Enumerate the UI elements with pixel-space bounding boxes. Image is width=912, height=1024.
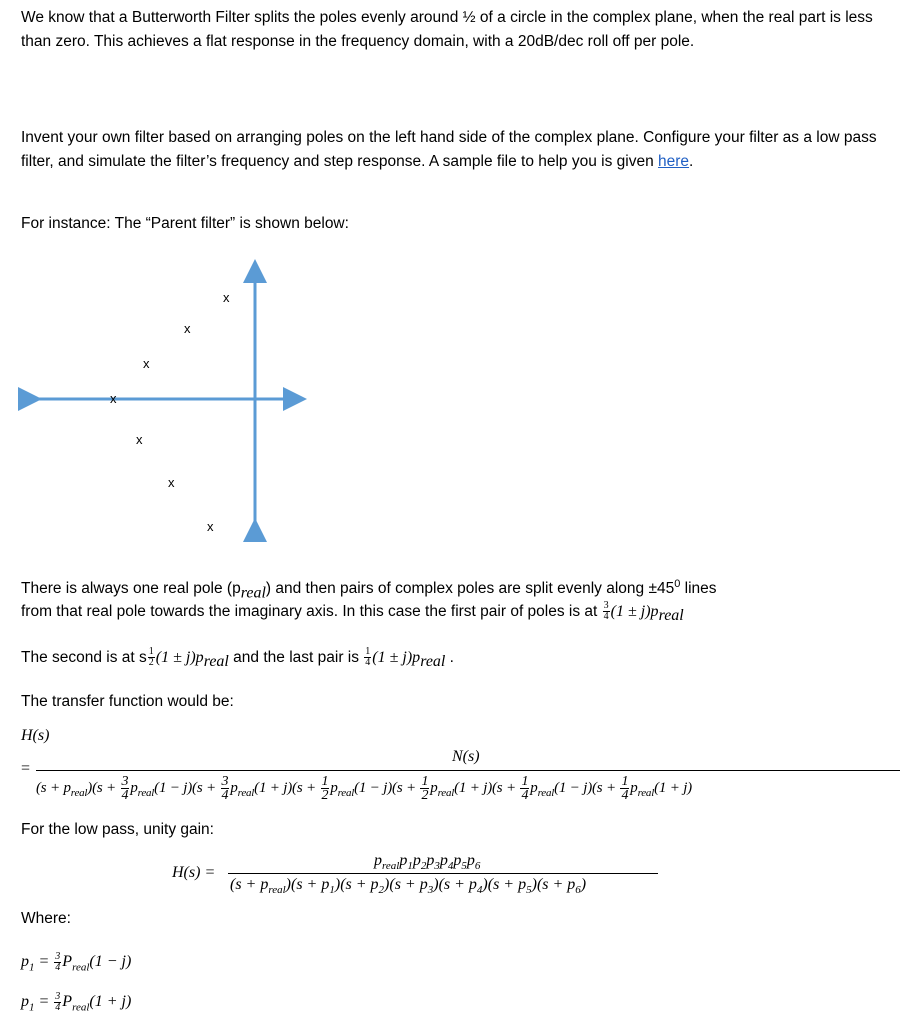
transfer-hs: H(s) <box>21 727 50 744</box>
explain-text: The second is at s <box>21 649 147 666</box>
lowpass-lhs: H(s) = <box>172 864 216 881</box>
lowpass-label: For the low pass, unity gain: <box>21 821 214 838</box>
lowpass-fraction-bar <box>228 873 658 874</box>
task-paragraph <box>21 126 891 174</box>
degree-superscript: 0 <box>674 578 681 590</box>
pole-marker: x <box>110 391 117 406</box>
real-subscript: real <box>240 584 266 602</box>
pole-diagram <box>0 255 320 545</box>
fraction: $\frac{3}{4}$ <box>603 600 609 623</box>
p1-definition-plus: $p_1$ = $\frac{3}{4}$ $P_{real}(1 + j)$ <box>21 991 132 1014</box>
explain-text: lines <box>680 580 717 598</box>
intro-paragraph: We know that a Butterworth Filter splits the poles evenly around ½ of a circle in the complex plane, when the real part is less than zero. This achieves a flat response in the frequency domain, with a 20dB/dec roll off per pole. <box>21 9 873 50</box>
pole-marker: x <box>207 519 214 534</box>
fraction: $\frac{1}{4}$ <box>365 646 371 669</box>
transfer-label: The transfer function would be: <box>21 693 234 710</box>
pole-marker: x <box>136 432 143 447</box>
transfer-denominator: $(s + p_{real})(s$ + $\frac{3}{4}$ $p_{real}(1 - j)(s$ + $\frac{3}{4}$ $p_{real}(1 + j)(s$ + $\frac{1}{2}$ $p_{real}(1 - j)(s$ + $\frac{1}{2}$ $p_{real}(1 + j)(s$ + $\frac{1}{4}$ $p_{real}(1 - j)(s$ + $\frac{1}{4}$ $p_{real}(1 + j)$ <box>36 774 692 803</box>
transfer-equals: = <box>21 760 31 777</box>
sample-file-link[interactable]: here <box>658 153 690 170</box>
real-subscript: real <box>203 653 229 671</box>
pole-marker: x <box>184 321 191 336</box>
fraction-bar <box>36 770 900 771</box>
explain-text: . <box>445 649 454 666</box>
pole-marker: x <box>143 356 150 371</box>
pole-expression: (1 ± j)p <box>155 649 204 666</box>
lowpass-denominator: $(s + p_{real})(s + p_1)(s + p_2)(s + p_3)(s + p_4)(s + p_5)(s + p_6)$ <box>230 876 587 897</box>
explain-line-3 <box>21 646 454 674</box>
fraction: $\frac{1}{2}$ <box>148 646 154 669</box>
pole-expression: (1 ± j)p <box>372 649 421 666</box>
explain-text: and the last pair is <box>228 649 359 666</box>
where-label: Where: <box>21 910 71 927</box>
p1-definition-minus: $p_1$ = $\frac{3}{4}$ $P_{real}(1 - j)$ <box>21 951 132 974</box>
pole-marker: x <box>223 290 230 305</box>
pole-expression: (1 ± j)p <box>610 603 659 620</box>
explain-text: There is always one real pole (p <box>21 580 241 598</box>
explain-text: ) and then pairs of complex poles are split evenly along ±45 <box>265 580 675 598</box>
explain-text: from that real pole towards the imaginary axis. In this case the first pair of poles is at <box>21 603 598 620</box>
instance-label: For instance: The “Parent filter” is shown below: <box>21 215 349 232</box>
real-subscript: real <box>658 607 684 625</box>
pole-marker: x <box>168 475 175 490</box>
lowpass-numerator: $p_{real}p_1p_2p_3p_4p_5p_6$ <box>374 852 481 873</box>
explain-line-2 <box>21 600 684 628</box>
task-text: Invent your own filter based on arranging poles on the left hand side of the complex plane. Configure your filter as a low pass filter, and simulate the filter’s frequency and step response. A sample file to help you is given <box>21 129 877 170</box>
real-subscript: real <box>420 653 446 671</box>
task-link-suffix: . <box>689 153 694 170</box>
transfer-numerator: N(s) <box>452 748 480 765</box>
